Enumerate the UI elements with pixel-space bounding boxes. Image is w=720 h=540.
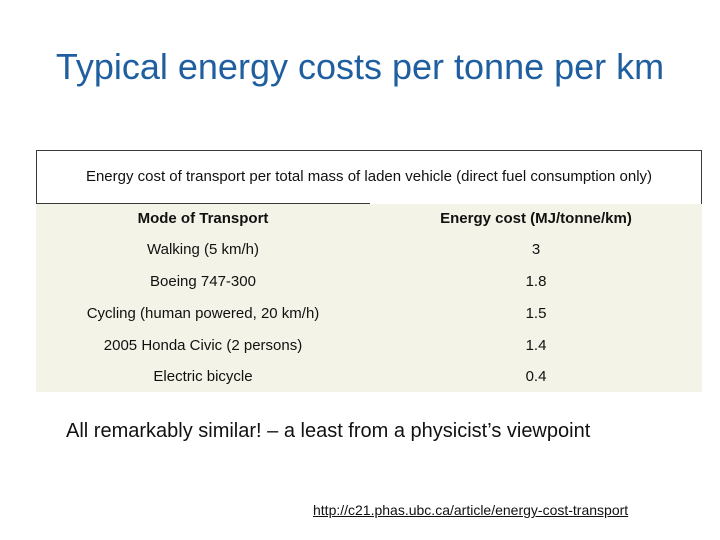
table-row-mode: Walking (5 km/h)	[147, 241, 259, 258]
table-row-energy: 3	[531, 241, 541, 258]
table-row-mode: Electric bicycle	[153, 368, 253, 385]
table-caption: Energy cost of transport per total mass of laden vehicle (direct fuel consumption only)	[85, 168, 653, 185]
table-row-mode: Cycling (human powered, 20 km/h)	[86, 305, 320, 322]
table-row-energy: 1.5	[525, 305, 547, 322]
remark-text: All remarkably similar! – a least from a physicist’s viewpoint	[66, 420, 591, 442]
table-caption-box	[36, 150, 702, 204]
table-header-mode: Mode of Transport	[137, 210, 269, 227]
table-row-mode: Boeing 747-300	[150, 273, 256, 290]
table-row-mode: 2005 Honda Civic (2 persons)	[103, 337, 303, 354]
table-header-energy: Energy cost (MJ/tonne/km)	[440, 210, 632, 227]
table-row-energy: 0.4	[525, 368, 547, 385]
energy-table	[36, 204, 702, 392]
table-row-energy: 1.8	[525, 273, 547, 290]
slide-title: Typical energy costs per tonne per km	[55, 46, 665, 87]
table-row-energy: 1.4	[525, 337, 547, 354]
source-link[interactable]: http://c21.phas.ubc.ca/article/energy-cost-transport	[313, 502, 629, 518]
